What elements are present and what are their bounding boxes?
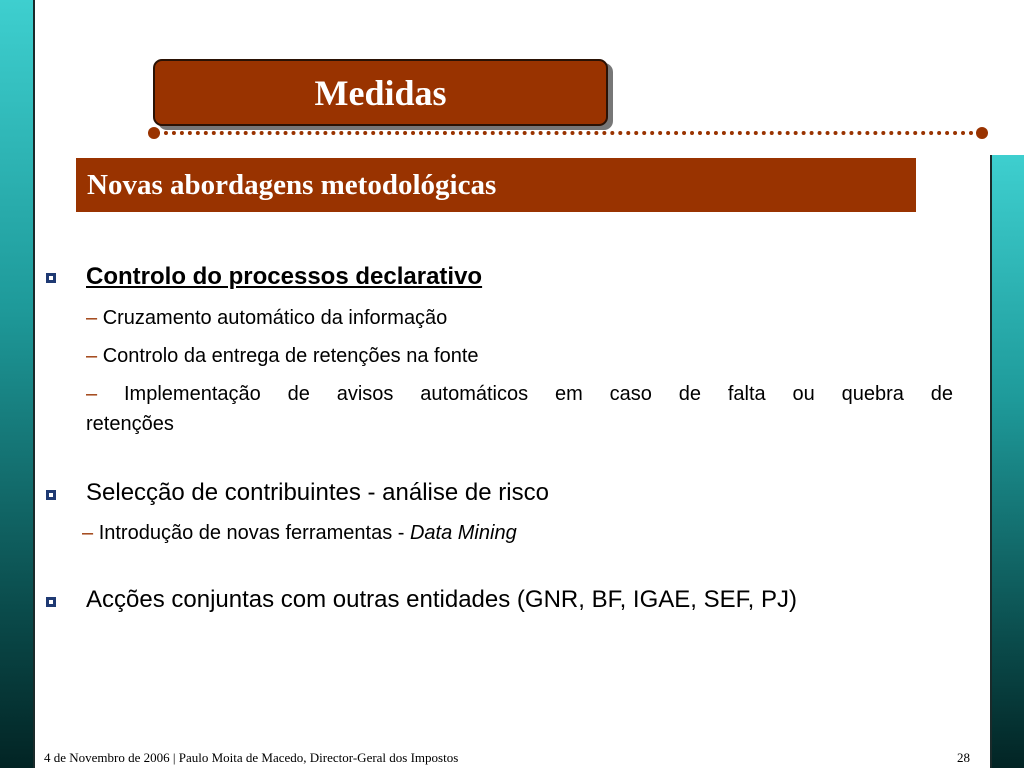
- slide-title: Medidas: [153, 59, 608, 126]
- sub-item: [86, 383, 953, 406]
- dash-marker: –: [86, 345, 98, 367]
- right-decorative-bar: [990, 155, 1024, 768]
- sub-item-text: Controlo da entrega de retenções na fonte: [102, 345, 479, 367]
- item-heading: Acções conjuntas com outras entidades (GNR, BF, IGAE, SEF, PJ): [86, 586, 797, 613]
- sub-item-continuation: retenções: [86, 413, 174, 435]
- page-number: 28: [957, 750, 970, 765]
- slide-subtitle: Novas abordagens metodológicas: [76, 158, 916, 212]
- sub-item-emphasis: Data Mining: [409, 522, 517, 544]
- sub-item: [82, 522, 517, 545]
- footer-text: 4 de Novembro de 2006 | Paulo Moita de Macedo, Director-Geral dos Impostos: [44, 750, 459, 765]
- divider-dot-left: [148, 127, 160, 139]
- divider-dot-right: [976, 127, 988, 139]
- bullet-icon: [46, 597, 56, 607]
- item-heading: Selecção de contribuintes - análise de risco: [86, 479, 549, 506]
- sub-item-text: Introdução de novas ferramentas -: [98, 522, 410, 544]
- sub-item: [86, 307, 447, 330]
- dash-marker: –: [82, 522, 94, 544]
- sub-item-text: Cruzamento automático da informação: [102, 307, 448, 329]
- bullet-icon: [46, 273, 56, 283]
- sub-item-text: Implementação de avisos automáticos em caso de falta ou quebra de: [124, 383, 954, 405]
- sub-item: [86, 345, 479, 368]
- item-heading: Controlo do processos declarativo: [86, 263, 483, 290]
- title-divider: [156, 131, 982, 135]
- dash-marker: –: [86, 383, 98, 405]
- bullet-icon: [46, 490, 56, 500]
- left-decorative-bar: [0, 0, 35, 768]
- dash-marker: –: [86, 307, 98, 329]
